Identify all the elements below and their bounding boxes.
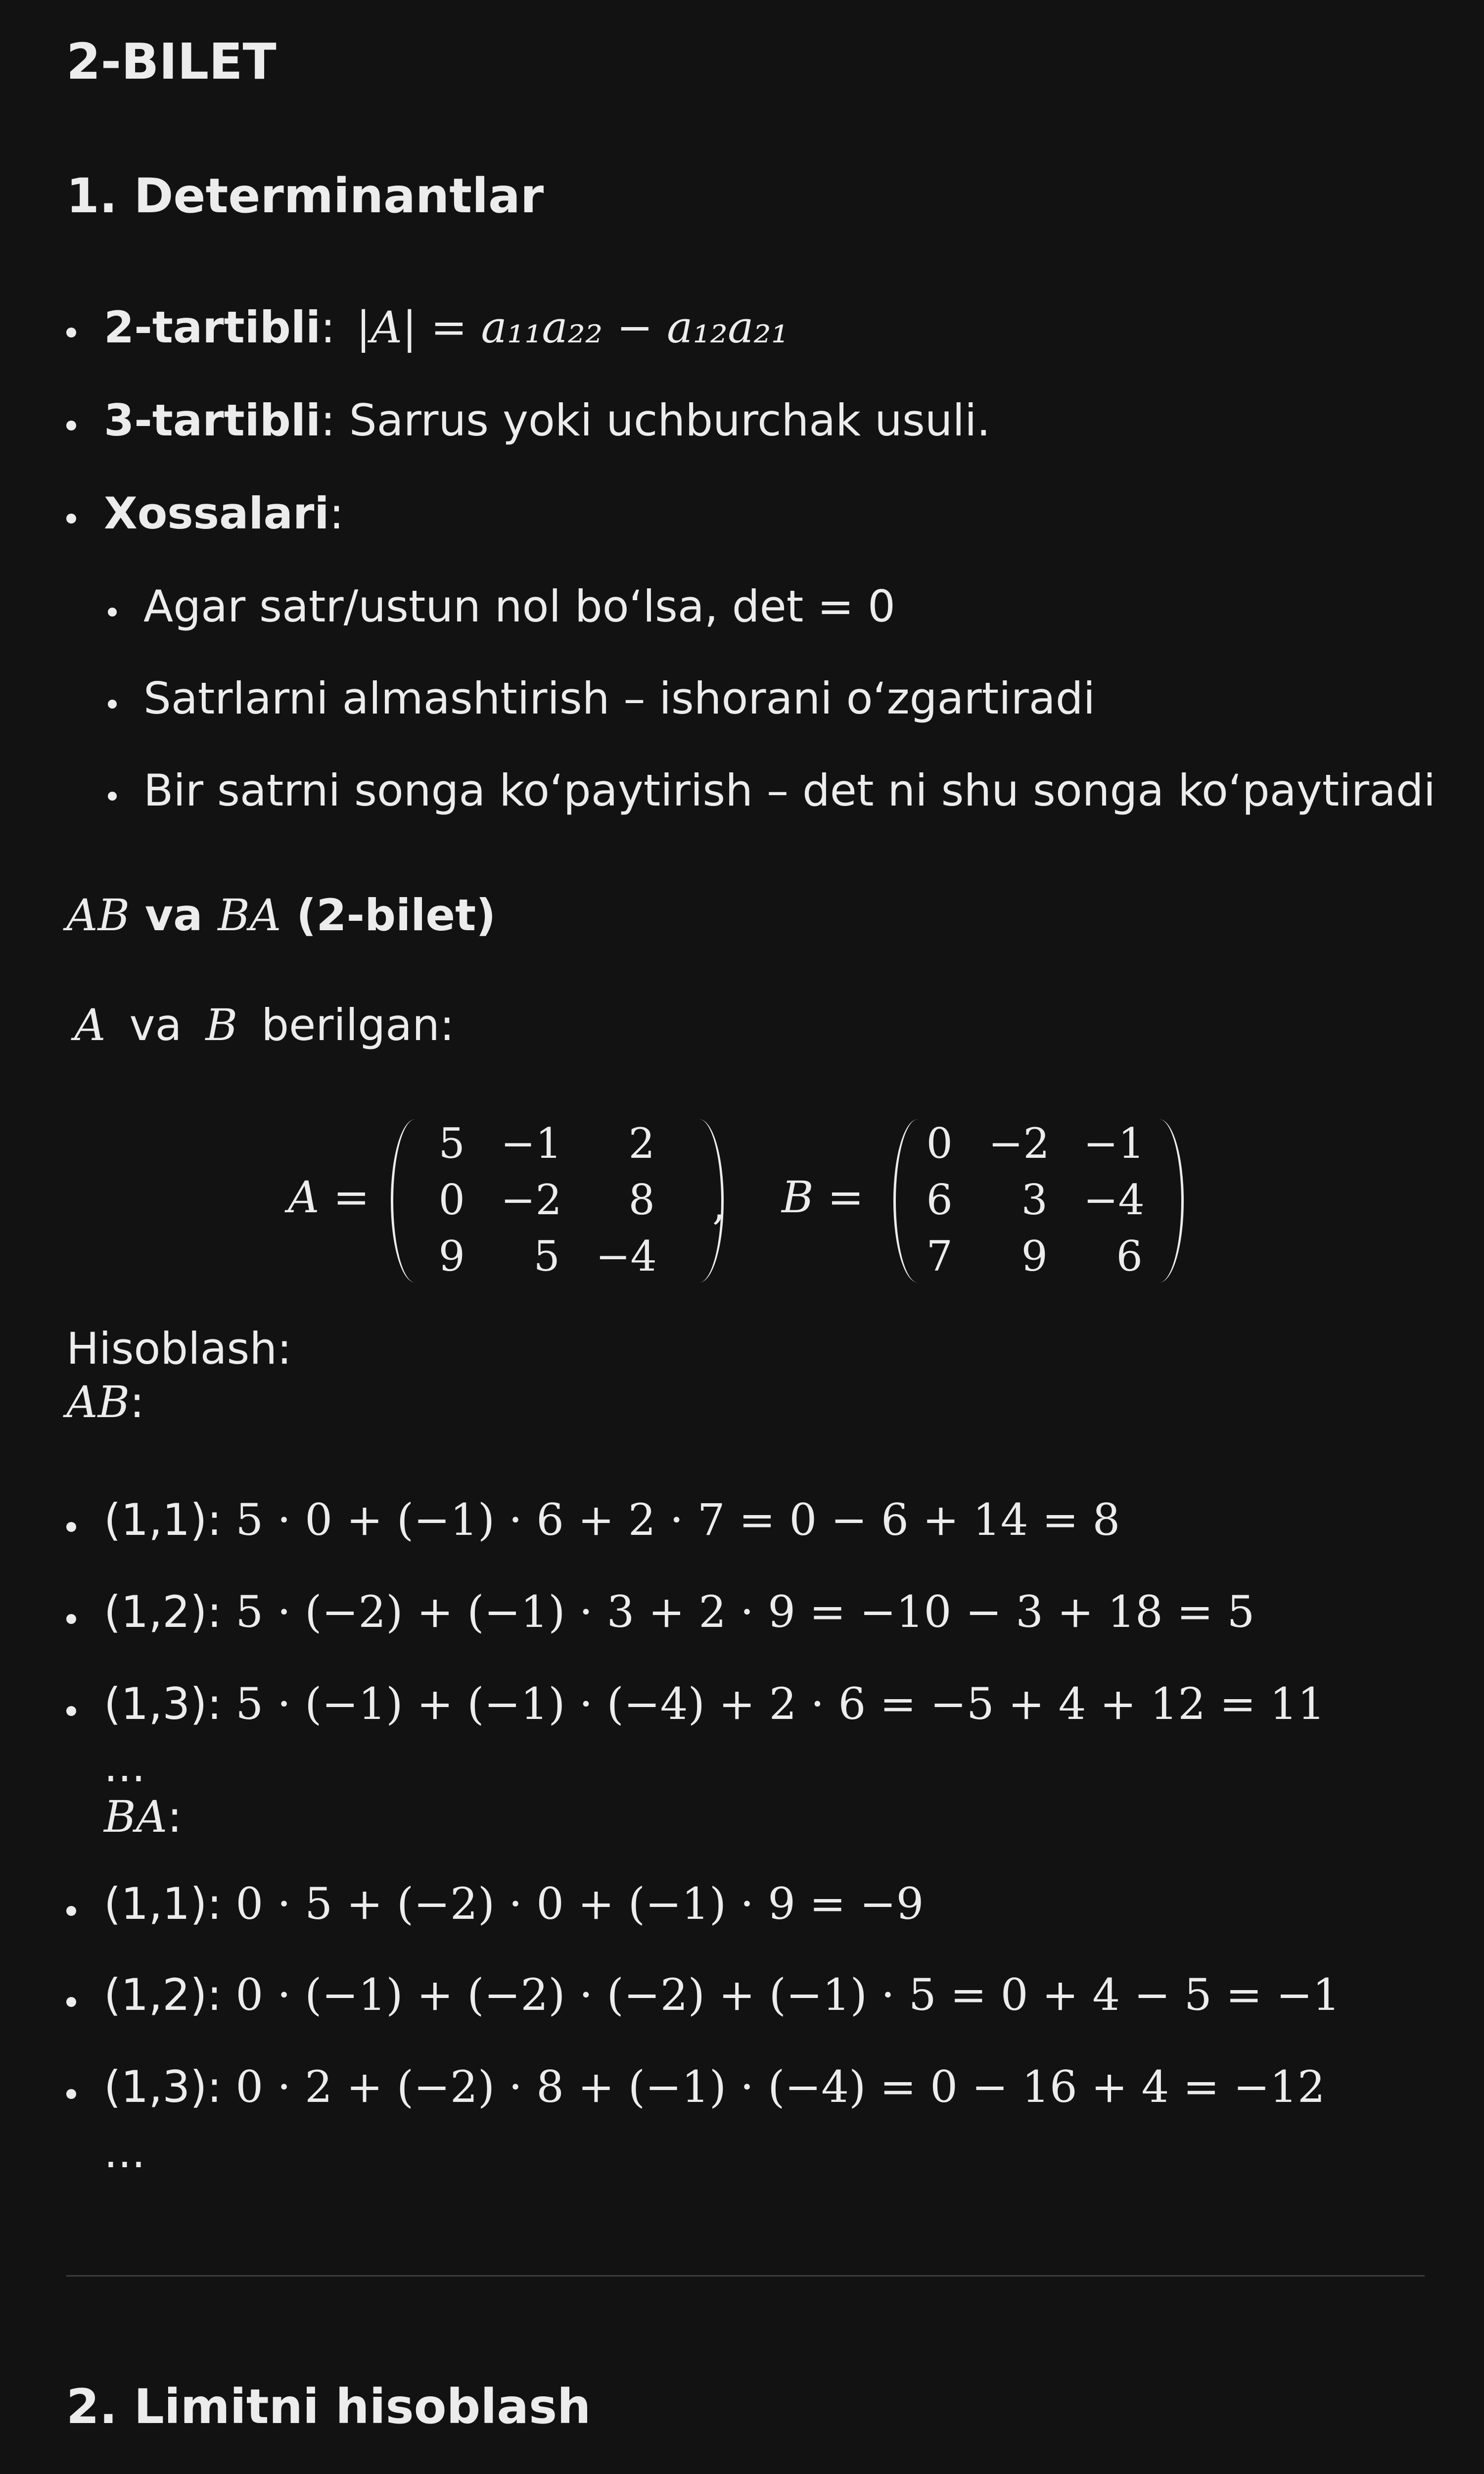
item-label: 2-tartibli <box>104 302 321 353</box>
sub-list-item: Satrlarni almashtirish – ishorani o‘zgartiradi <box>143 673 1096 724</box>
matrix-cell: 9 <box>438 1232 465 1281</box>
bullet-dot <box>66 1706 76 1716</box>
section-divider <box>66 2275 1425 2277</box>
calc-row: (1,2): 0 · (−1) + (−2) · (−2) + (−1) · 5 = 0 + 4 − 5 = −1 <box>104 1969 1341 2020</box>
section-heading-limit: 2. Limitni hisoblash <box>66 2379 591 2434</box>
bullet-dot <box>66 421 76 430</box>
matrix-cell: 8 <box>628 1176 655 1224</box>
matrix-a-label: A = <box>288 1172 370 1223</box>
bullet-dot <box>108 792 117 801</box>
list-item: 2-tartibli: |A| = a₁₁a₂₂ − a₁₂a₂₁ <box>104 302 789 353</box>
matrix-cell: 6 <box>1116 1232 1143 1281</box>
calc-row: (1,3): 5 · (−1) + (−1) · (−4) + 2 · 6 = −5 + 4 + 12 = 11 <box>104 1678 1325 1729</box>
bullet-dot <box>66 2089 76 2099</box>
matrix-b-right-paren <box>1158 1119 1184 1283</box>
calc-label: Hisoblash: <box>66 1323 292 1374</box>
bullet-dot <box>66 1614 76 1624</box>
calc-row: (1,1): 5 · 0 + (−1) · 6 + 2 · 7 = 0 − 6 + 14 = 8 <box>104 1494 1120 1545</box>
matrix-cell: 3 <box>1021 1176 1048 1224</box>
item-label: 3-tartibli <box>104 395 321 446</box>
matrix-cell: 9 <box>1021 1232 1048 1281</box>
list-item: 3-tartibli: Sarrus yoki uchburchak usuli. <box>104 395 991 446</box>
bullet-dot <box>108 700 117 709</box>
matrix-separator: , <box>712 1181 726 1229</box>
matrix-cell: 5 <box>438 1119 465 1168</box>
matrix-cell: 6 <box>926 1176 953 1224</box>
matrix-cell: −1 <box>1083 1119 1145 1168</box>
matrix-cell: −1 <box>501 1119 562 1168</box>
ba-label: BA: <box>104 1791 182 1842</box>
calc-row: (1,3): 0 · 2 + (−2) · 8 + (−1) · (−4) = 0 − 16 + 4 = −12 <box>104 2061 1325 2112</box>
matrix-cell: 2 <box>628 1119 655 1168</box>
bullet-dot <box>66 514 76 523</box>
matrix-cell: 5 <box>533 1232 560 1281</box>
calc-row: (1,1): 0 · 5 + (−2) · 0 + (−1) · 9 = −9 <box>104 1878 924 1929</box>
matrix-cell: 7 <box>926 1232 953 1281</box>
item-label: Xossalari <box>104 488 329 539</box>
matrix-cell: −4 <box>596 1232 657 1281</box>
bullet-dot <box>66 328 76 337</box>
matrix-cell: −2 <box>988 1119 1050 1168</box>
bullet-dot <box>66 1906 76 1916</box>
matrix-cell: −2 <box>501 1176 562 1224</box>
subsection-heading: AB va BA (2-bilet) <box>66 890 496 941</box>
matrix-cell: 0 <box>926 1119 953 1168</box>
list-item: Xossalari: <box>104 488 344 539</box>
bullet-dot <box>108 608 117 617</box>
sub-list-item: Bir satrni songa ko‘paytirish – det ni shu songa ko‘paytiradi <box>143 765 1436 816</box>
sub-list-item: Agar satr/ustun nol bo‘lsa, det = 0 <box>143 581 895 632</box>
bullet-dot <box>66 1522 76 1532</box>
ellipsis: ... <box>104 1741 145 1792</box>
ellipsis: ... <box>104 2127 145 2178</box>
matrix-cell: 0 <box>438 1176 465 1224</box>
ab-label: AB: <box>66 1377 144 1427</box>
calc-row: (1,2): 5 · (−2) + (−1) · 3 + 2 · 9 = −10 − 3 + 18 = 5 <box>104 1586 1255 1637</box>
page-title: 2-BILET <box>66 33 277 91</box>
given-line: A va B berilgan: <box>74 999 455 1050</box>
section-heading-determinants: 1. Determinantlar <box>66 168 544 224</box>
matrix-b-label: B = <box>782 1172 864 1223</box>
matrix-cell: −4 <box>1083 1176 1145 1224</box>
formula: |A| = a₁₁a₂₂ − a₁₂a₂₁ <box>356 302 789 353</box>
bullet-dot <box>66 1997 76 2007</box>
